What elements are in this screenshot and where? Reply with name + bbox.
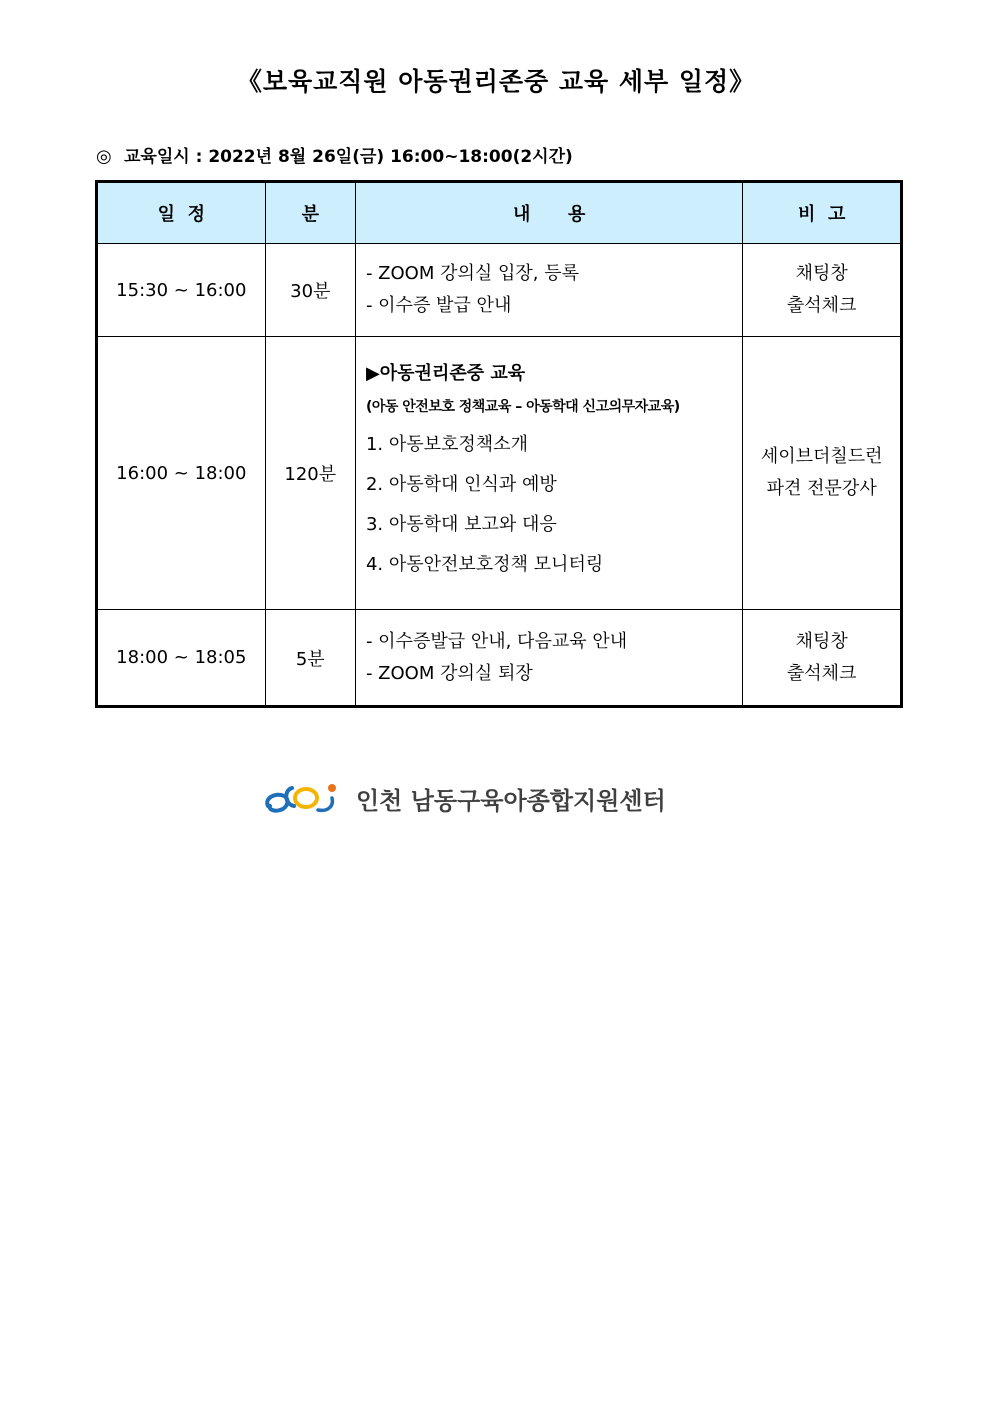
bullet-icon: ◎ bbox=[96, 146, 112, 167]
row-time: 16:00 ~ 18:00 bbox=[97, 337, 266, 610]
content-subheading: (아동 안전보호 정책교육 – 아동학대 신고의무자교육) bbox=[365, 399, 680, 415]
row-time: 18:00 ~ 18:05 bbox=[97, 610, 266, 707]
row-duration: 120분 bbox=[265, 337, 355, 610]
row-content bbox=[355, 244, 742, 337]
content-item: 3. 아동학대 보고와 대응 bbox=[365, 514, 557, 535]
sc-logo-icon bbox=[262, 778, 346, 818]
row-note bbox=[743, 244, 902, 337]
education-datetime bbox=[96, 142, 573, 167]
row-time: 15:30 ~ 16:00 bbox=[97, 244, 266, 337]
organization-name: 인천 남동구육아종합지원센터 bbox=[356, 786, 666, 815]
content-line: - ZOOM 강의실 퇴장 bbox=[365, 662, 533, 684]
row-content bbox=[355, 610, 742, 707]
note-line: 채팅창 bbox=[795, 630, 848, 652]
content-item: 2. 아동학대 인식과 예방 bbox=[365, 474, 557, 495]
row-duration: 5분 bbox=[265, 610, 355, 707]
note-line: 출석체크 bbox=[786, 295, 857, 316]
footer bbox=[262, 778, 666, 818]
document-title: 《보육교직원 아동권리존중 교육 세부 일정》 bbox=[236, 67, 756, 96]
table-row bbox=[97, 337, 902, 610]
note-line: 세이브더칠드런 bbox=[760, 446, 883, 467]
table-row bbox=[97, 244, 902, 337]
note-line: 출석체크 bbox=[786, 662, 857, 684]
datetime-text: 교육일시 : 2022년 8월 26일(금) 16:00~18:00(2시간) bbox=[124, 147, 573, 167]
content-line: - 이수증 발급 안내 bbox=[365, 295, 512, 316]
row-duration: 30분 bbox=[265, 244, 355, 337]
row-content bbox=[355, 337, 742, 610]
content-heading: ▶아동권리존중 교육 bbox=[365, 363, 526, 384]
content-item: 4. 아동안전보호정책 모니터링 bbox=[365, 554, 604, 575]
content-line: - ZOOM 강의실 입장, 등록 bbox=[365, 263, 579, 284]
table-header-row bbox=[97, 182, 902, 244]
schedule-table bbox=[95, 180, 903, 708]
header-duration: 분 bbox=[265, 182, 355, 244]
note-line: 파견 전문강사 bbox=[766, 478, 877, 499]
row-note bbox=[743, 337, 902, 610]
header-content: 내 용 bbox=[355, 182, 742, 244]
note-line: 채팅창 bbox=[795, 263, 848, 284]
table-row bbox=[97, 610, 902, 707]
row-note bbox=[743, 610, 902, 707]
content-item: 1. 아동보호정책소개 bbox=[365, 434, 528, 455]
header-schedule: 일 정 bbox=[97, 182, 266, 244]
header-note: 비 고 bbox=[743, 182, 902, 244]
content-line: - 이수증발급 안내, 다음교육 안내 bbox=[365, 630, 628, 652]
